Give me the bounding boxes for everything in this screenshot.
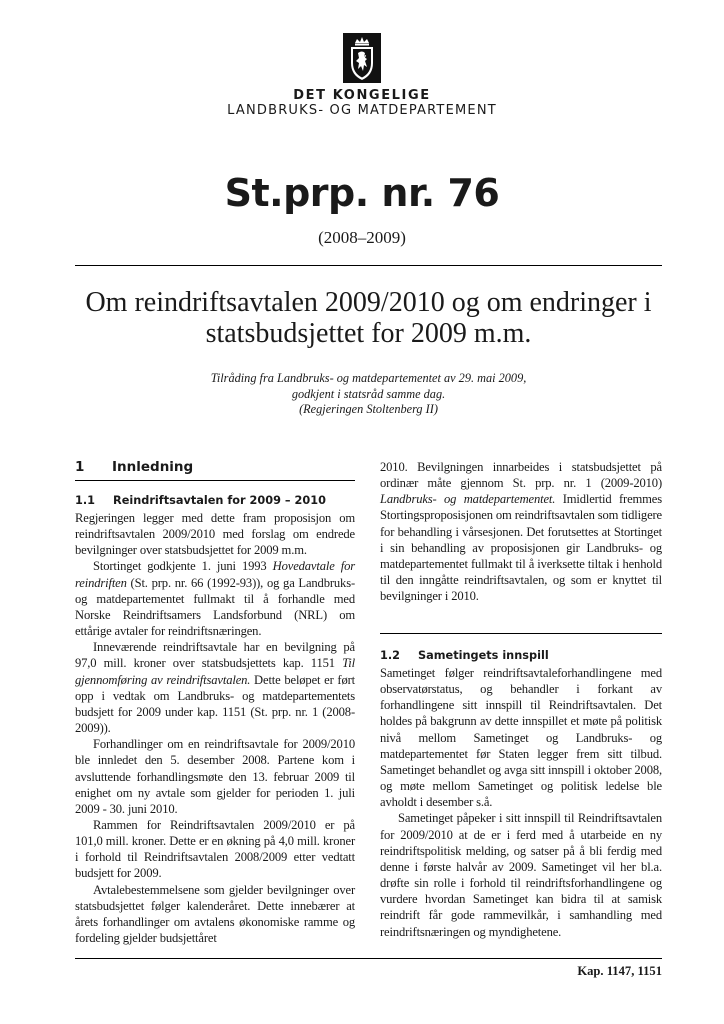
section-1-2-heading (380, 648, 549, 663)
section-number: 1 (75, 459, 85, 475)
subsection-number: 1.2 (380, 649, 401, 662)
right-column-text (380, 665, 662, 940)
left-column-text (75, 510, 355, 946)
text-run: Regjeringen legger med dette fram proposisjon om reindriftsavtalen 2009/2010 med forslag om endrede bevilgninger over statsbudsjettet for 2009 m.m. (75, 511, 355, 558)
subsection-title: Sametingets innspill (418, 649, 549, 662)
text-run: Dette beløpet er ført opp i vedtak om Landbruks- og matdepartementets budsjett for 2009 under kap. 1151 (St. prp. nr. 1 (2008-2009)). (75, 672, 355, 736)
footer-divider (75, 958, 662, 959)
session-years: (2008–2009) (318, 228, 406, 247)
paragraph (380, 810, 662, 939)
department-name-line1: DET KONGELIGE (293, 88, 431, 103)
recommendation-note (75, 371, 662, 418)
text-run: 2010. Bevilgningen innarbeides i statsbudsjettet på ordinær måte gjennom St. prp. nr. 1 (2009-2010) (380, 460, 662, 491)
subsection-title: Reindriftsavtalen for 2009 – 2010 (113, 494, 326, 507)
text-run: Rammen for Reindriftsavtalen 2009/2010 er på 101,0 mill. kroner. Dette er en økning på 4,0 mill. kroner i forhold til Reindriftsavtalen 2008/2009 etter vedtatt budsjett for 2009. (75, 817, 355, 881)
section-1-heading (75, 459, 193, 476)
right-column-continued-text (380, 459, 662, 604)
paragraph (75, 817, 355, 882)
recommendation-line: (Regjeringen Stoltenberg II) (299, 402, 438, 416)
paragraph (75, 736, 355, 817)
text-run: Stortinget godkjente 1. juni 1993 (93, 559, 273, 574)
norwegian-royal-crest-icon (343, 33, 381, 83)
recommendation-line: Tilråding fra Landbruks- og matdepartementet av 29. mai 2009, (210, 371, 527, 385)
paragraph-part-1: Avtalebestemmelsene som gjelder bevilgninger over statsbudsjettet følger kalenderåret. Dette innebærer at årets forhandlinger om avtalens økonomiske ramme og fordeling gjelder budsjettåret (75, 882, 355, 946)
italic-run: Til gjennomføring av reindriftsavtalen. (75, 656, 355, 687)
paragraph-part-2 (380, 459, 662, 604)
footer-chapter-reference: Kap. 1147, 1151 (577, 964, 662, 978)
department-name-line2: LANDBRUKS- OG MATDEPARTEMENT (227, 103, 497, 118)
italic-run: Landbruks- og matdepartementet. (380, 492, 556, 507)
text-run: Inneværende reindriftsavtale har en bevilgning på 97,0 mill. kroner over statsbudsjettets kap. 1151 (75, 640, 355, 671)
section-divider-left (75, 480, 355, 481)
text-run: (St. prp. nr. 66 (1992-93)), og ga Landbruks- og matdepartementet fullmakt til å forhandle med Norske Reindriftsamers Landsforbund (NRL) om ettårige avtaler for reindriftsnæringen. (75, 575, 355, 639)
paragraph (380, 665, 662, 810)
recommendation-line: godkjent i statsråd samme dag. (291, 386, 446, 401)
section-title: Innledning (112, 459, 194, 475)
document-subject: Om reindriftsavtalen 2009/2010 og om endringer i statsbudsjettet for 2009 m.m. (85, 287, 652, 349)
section-1-1-heading (75, 493, 326, 508)
paragraph (75, 558, 355, 639)
paragraph (75, 510, 355, 558)
subsection-number: 1.1 (75, 494, 96, 507)
title-divider (75, 265, 662, 266)
paragraph (75, 639, 355, 736)
text-run: Sametinget følger reindriftsavtaleforhandlingene med observatørstatus, og behandler i forkant av forhandlingene sitt innspill til Reindriftsavtalen. Det holdes på bakgrunn av dette innspillet et møte på politisk nivå mellom Sametinget og Landbruks- og matdepartementet før Staten legger frem sitt tilbud. Sametinget behandlet og avga sitt innspill i oktober 2008, og møte mellom Sametinget og politisk ledelse ble avholdt i desember s.å. (380, 666, 662, 810)
document-number-title: St.prp. nr. 76 (224, 171, 500, 215)
text-run: Imidlertid fremmes Stortingsproposisjonen om reindriftsavtalen som tidligere for behandling i vårsesjonen. Det forutsettes at Stortinget i sin behandling av proposisjonen gir Landbruks- og matdepartementet fullmakt til å iverksette tiltak i henhold til den inngåtte reindriftsavtalen, og som er knyttet til bevilgninger i 2010. (380, 492, 662, 604)
italic-run: Hovedavtale for reindriften (75, 559, 355, 590)
text-run: Forhandlinger om en reindriftsavtale for 2009/2010 ble innledet den 5. desember 2008. Partene kom i avsluttende forhandlingsmøte den 13. februar 2009 til enighet om ny avtale som gjelder for perioden 1. juli 2009 - 30. juni 2010. (75, 737, 355, 816)
text-run: Sametinget påpeker i sitt innspill til Reindriftsavtalen for 2009/2010 at de er i ferd med å utarbeide en ny reindriftspolitisk melding, og satser på å bli ferdig med denne i første halvår av 2009. Sametinget vil her bl.a. drøfte sin rolle i forhold til reindriftsforhandlingene og vurdere hvordan Sametinget kan bidra til at samisk reindrift får gode rammevilkår, i samhandling med reindriftsnæringen og myndighetene. (380, 811, 662, 939)
section-divider-right (380, 633, 662, 634)
